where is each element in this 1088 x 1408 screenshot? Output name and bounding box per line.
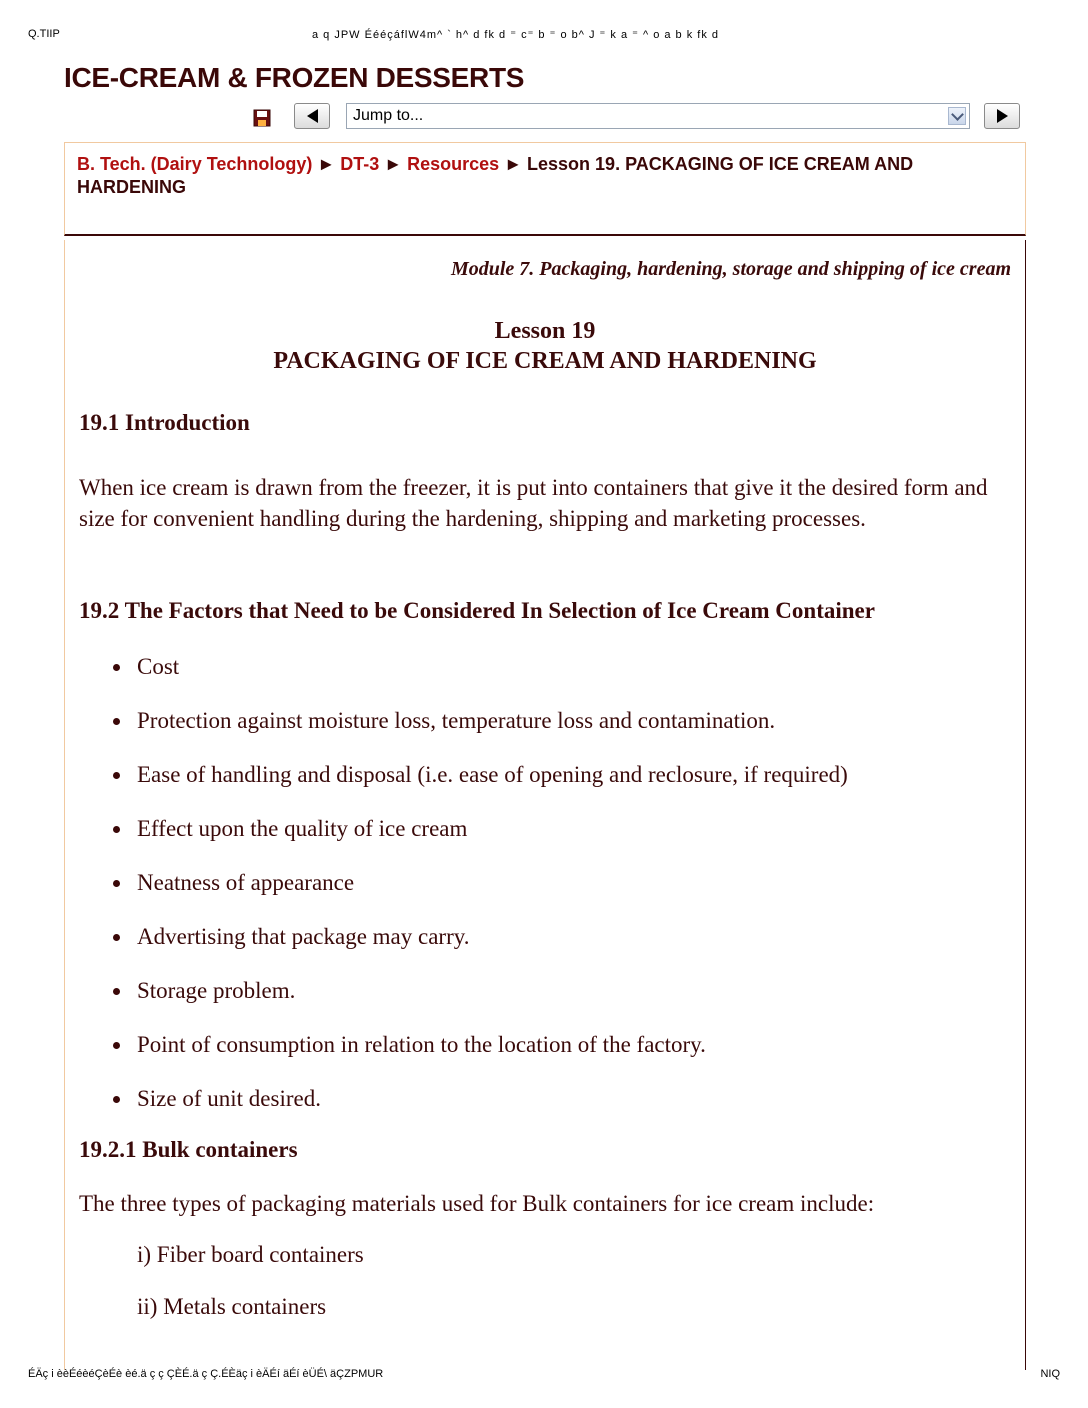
breadcrumb-link-resources[interactable]: Resources	[407, 154, 500, 174]
list-item: Protection against moisture loss, temperature loss and contamination.	[79, 706, 848, 760]
breadcrumb-link-course[interactable]: DT-3	[340, 154, 380, 174]
section-heading-introduction: 19.1 Introduction	[79, 410, 250, 435]
lesson-number: Lesson 19	[494, 318, 596, 344]
introduction-paragraph: When ice cream is drawn from the freezer, it is put into containers that give it the desired form and size for convenient handling during the hardening, shipping and marketing processes.	[79, 475, 988, 531]
factors-list	[79, 652, 848, 1138]
list-item: Neatness of appearance	[79, 868, 848, 922]
lesson-title: PACKAGING OF ICE CREAM AND HARDENING	[273, 348, 817, 374]
print-url: a q JPW ÉééçáflW4m^ ` h^ d fk d ⁼ c⁼ b ⁼ o b^ J ⁼ k a ⁼ ^ o a b k fk d	[312, 29, 720, 41]
bulk-container-type: i) Fiber board containers	[137, 1242, 364, 1267]
list-item: Size of unit desired.	[79, 1084, 848, 1138]
list-item: Advertising that package may carry.	[79, 922, 848, 976]
list-item: Point of consumption in relation to the location of the factory.	[79, 1030, 848, 1084]
module-title: Module 7. Packaging, hardening, storage and shipping of ice cream	[450, 258, 1011, 280]
navigation-bar	[252, 102, 1024, 132]
breadcrumb-separator: ►	[504, 154, 523, 174]
breadcrumb-link-program[interactable]: B. Tech. (Dairy Technology)	[77, 154, 313, 174]
prev-triangle-icon	[307, 109, 318, 123]
list-item: Ease of handling and disposal (i.e. ease of opening and reclosure, if required)	[79, 760, 848, 814]
bulk-containers-paragraph: The three types of packaging materials used for Bulk containers for ice cream include:	[79, 1191, 875, 1216]
next-triangle-icon	[997, 109, 1008, 123]
breadcrumb-separator: ►	[384, 154, 403, 174]
print-footer-url: ÉÄç i èèÉéèéÇèÉè èé.ä ç ç ÇÈÉ.ä ç Ç.ÉÈäç i èÄÉí äÉí èÜÉ\ äÇZPMUR	[28, 1368, 384, 1380]
prev-button[interactable]	[294, 103, 330, 129]
bulk-container-type: ii) Metals containers	[137, 1294, 327, 1319]
print-header	[28, 28, 1060, 44]
section-heading-factors: 19.2 The Factors that Need to be Considered In Selection of Ice Cream Container	[79, 598, 875, 623]
breadcrumb-separator: ►	[317, 154, 336, 174]
site-title: ICE-CREAM & FROZEN DESSERTS	[64, 62, 525, 93]
print-page-number: NIQ	[1040, 1368, 1060, 1380]
print-page-ref: Q.TIIP	[28, 28, 60, 40]
list-item: Storage problem.	[79, 976, 848, 1030]
chevron-down-icon[interactable]	[948, 107, 966, 125]
breadcrumb	[64, 142, 1026, 236]
save-disk-icon[interactable]	[252, 108, 272, 128]
jump-to-select[interactable]	[346, 103, 970, 129]
lesson-content	[64, 240, 1026, 1370]
section-heading-bulk-containers: 19.2.1 Bulk containers	[79, 1137, 298, 1162]
list-item: Cost	[79, 652, 848, 706]
list-item: Effect upon the quality of ice cream	[79, 814, 848, 868]
next-button[interactable]	[984, 103, 1020, 129]
jump-to-value: Jump to...	[353, 107, 424, 124]
print-footer	[28, 1368, 1060, 1384]
breadcrumb-current: Lesson 19. PACKAGING OF ICE CREAM AND HARDENING	[77, 154, 914, 197]
